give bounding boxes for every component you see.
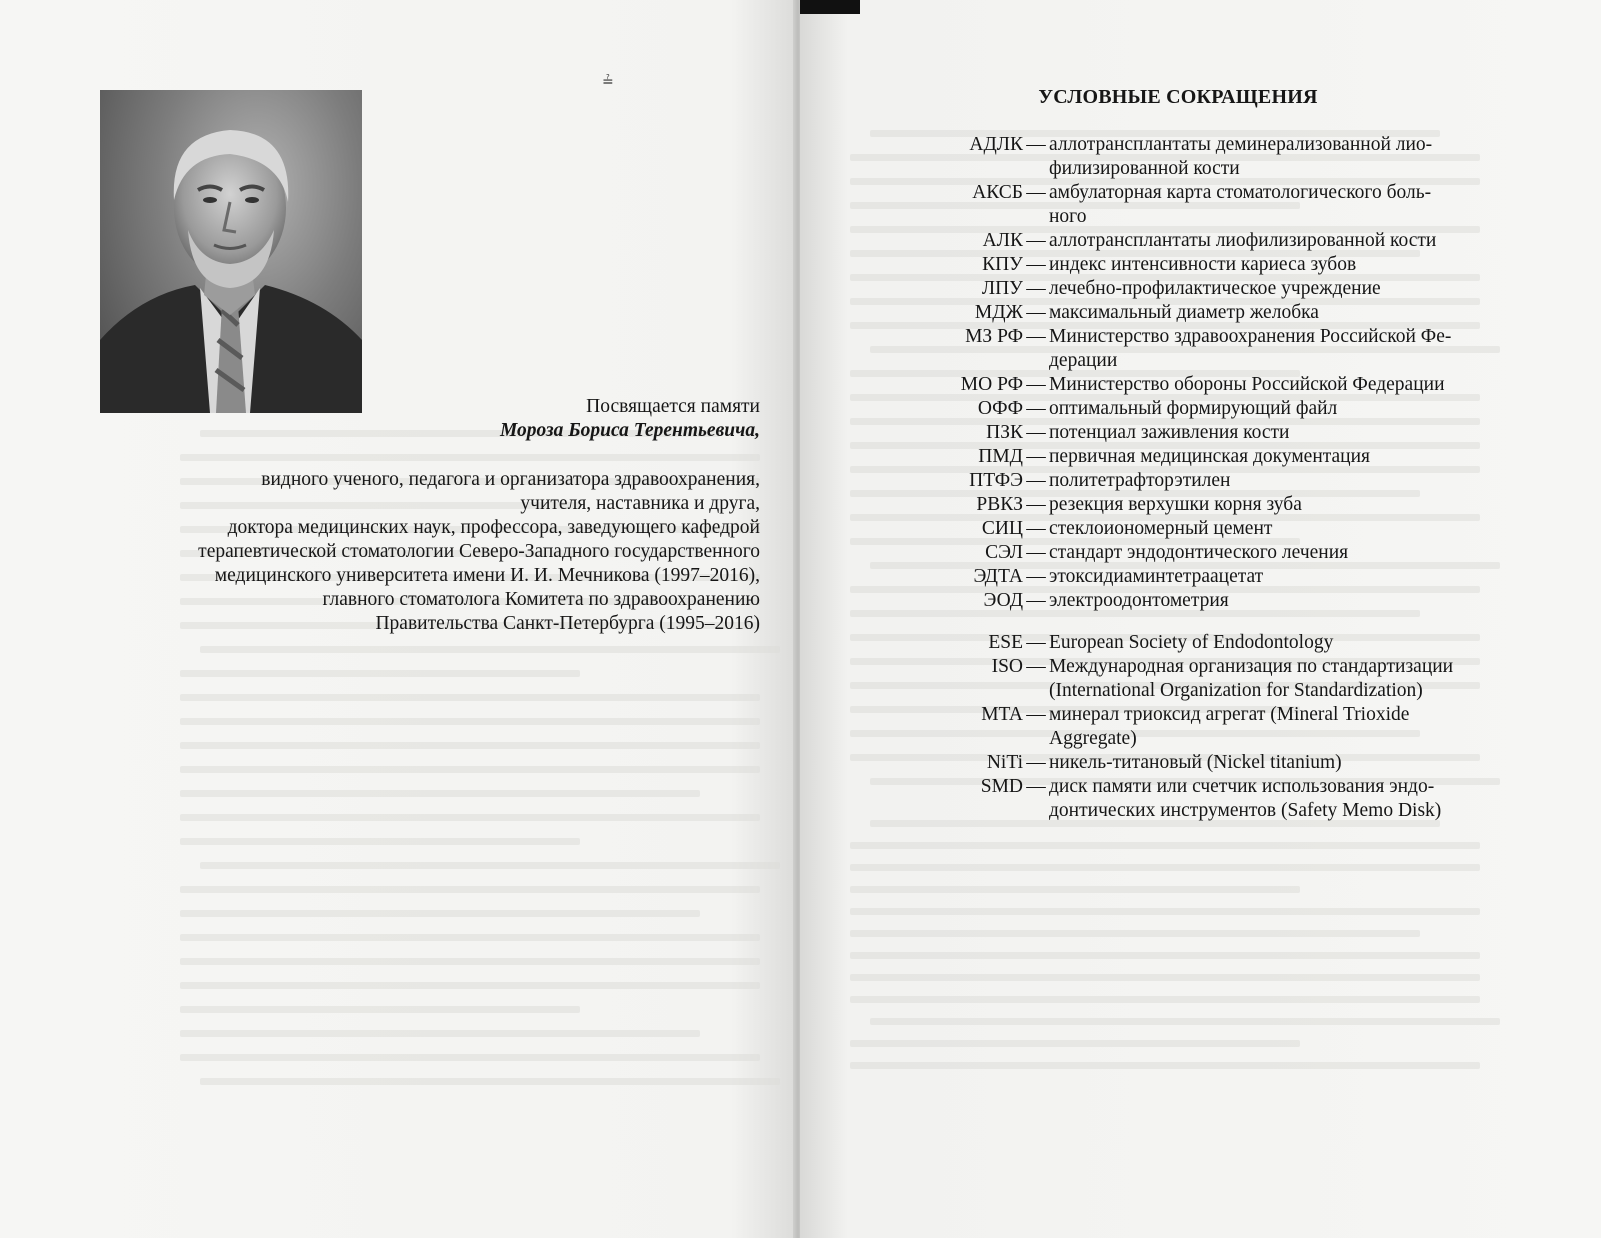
abbreviation-term: МО РФ: [960, 374, 1023, 395]
abbreviation-entry: [900, 631, 1520, 655]
abbreviation-dash: —: [1026, 182, 1046, 203]
dedication-lead: Посвящается памяти: [586, 396, 760, 417]
ghost-line: [850, 1040, 1300, 1047]
abbreviation-term: SMD: [980, 776, 1023, 797]
abbreviation-term: СИЦ: [981, 518, 1023, 539]
ghost-line: [180, 670, 580, 677]
abbreviation-dash: —: [1026, 398, 1046, 419]
abbreviation-definition: [1049, 655, 1499, 703]
dedication-line: медицинского университета имени И. И. Мечникова (1997–2016),: [214, 565, 760, 586]
abbreviation-definition: [1049, 397, 1499, 421]
abbreviation-term: ПМД: [978, 446, 1023, 467]
abbreviation-entry: [900, 541, 1520, 565]
ghost-line: [180, 718, 760, 725]
ghost-line: [180, 454, 760, 461]
definition-line: оптимальный формирующий файл: [1049, 398, 1338, 419]
ghost-line: [180, 910, 700, 917]
abbreviation-dash: —: [1026, 518, 1046, 539]
abbreviation-term: МЗ РФ: [965, 326, 1023, 347]
definition-line: дерации: [1049, 350, 1118, 371]
abbreviation-definition: [1049, 253, 1499, 277]
abbreviation-dash: —: [1026, 632, 1046, 653]
abbreviations-title: УСЛОВНЫЕ СОКРАЩЕНИЯ: [1038, 86, 1318, 108]
abbreviation-dash: —: [1026, 230, 1046, 251]
definition-line: (International Organization for Standardization): [1049, 680, 1423, 701]
definition-line: стандарт эндодонтического лечения: [1049, 542, 1349, 563]
definition-line: амбулаторная карта стоматологического боль-: [1049, 182, 1432, 203]
abbreviation-term: КПУ: [982, 254, 1023, 275]
abbreviation-dash: —: [1026, 776, 1046, 797]
ghost-line: [850, 952, 1480, 959]
abbreviation-dash: —: [1026, 566, 1046, 587]
dedication-line: главного стоматолога Комитета по здравоохранению: [322, 589, 760, 610]
abbreviation-dash: —: [1026, 752, 1046, 773]
abbreviation-dash: —: [1026, 134, 1046, 155]
ghost-line: [850, 974, 1480, 981]
abbreviation-entry: [900, 421, 1520, 445]
dedication-body: [100, 468, 760, 636]
definition-line: резекция верхушки корня зуба: [1049, 494, 1302, 515]
abbreviation-dash: —: [1026, 590, 1046, 611]
abbreviation-definition: [1049, 493, 1499, 517]
abbreviation-term: ISO: [991, 656, 1023, 677]
abbreviation-term: АДЛК: [969, 134, 1023, 155]
definition-line: потенциал заживления кости: [1049, 422, 1290, 443]
abbreviation-definition: [1049, 703, 1499, 751]
definition-line: Министерство обороны Российской Федерации: [1049, 374, 1445, 395]
ghost-line: [850, 908, 1480, 915]
abbreviation-definition: [1049, 541, 1499, 565]
abbreviation-definition: [1049, 751, 1499, 775]
definition-line: ного: [1049, 206, 1087, 227]
definition-line: Министерство здравоохранения Российской Фе-: [1049, 326, 1452, 347]
abbreviation-entry: [900, 301, 1520, 325]
ghost-line: [200, 1078, 780, 1085]
abbreviation-dash: —: [1026, 446, 1046, 467]
abbreviation-dash: —: [1026, 278, 1046, 299]
abbreviation-term: ПЗК: [986, 422, 1023, 443]
abbreviation-term: NiTi: [986, 752, 1023, 773]
ghost-line: [180, 982, 760, 989]
dedication-line: терапевтической стоматологии Северо-Западного государственного: [198, 541, 760, 562]
abbreviation-term: MTA: [981, 704, 1023, 725]
definition-line: максимальный диаметр желобка: [1049, 302, 1319, 323]
definition-line: диск памяти или счетчик использования эндо-: [1049, 776, 1435, 797]
abbreviation-entry: [900, 751, 1520, 775]
ghost-line: [180, 886, 760, 893]
ghost-line: [850, 886, 1300, 893]
abbreviation-entry: [900, 493, 1520, 517]
portrait-photo: [100, 90, 362, 413]
abbreviation-dash: —: [1026, 470, 1046, 491]
definition-line: стеклоиономерный цемент: [1049, 518, 1273, 539]
abbreviations-list: [900, 133, 1520, 823]
definition-line: политетрафторэтилен: [1049, 470, 1231, 491]
ghost-line: [850, 1062, 1480, 1069]
abbreviation-definition: [1049, 589, 1499, 613]
ghost-line: [180, 934, 760, 941]
ghost-line: [850, 930, 1420, 937]
abbreviation-term: ЭДТА: [973, 566, 1023, 587]
abbreviation-dash: —: [1026, 374, 1046, 395]
left-page: [0, 0, 795, 1238]
abbreviation-entry: [900, 277, 1520, 301]
abbreviation-definition: [1049, 565, 1499, 589]
ghost-line: [180, 694, 760, 701]
abbreviation-term: ЛПУ: [981, 278, 1023, 299]
definition-line: филизированной кости: [1049, 158, 1240, 179]
definition-line: аллотрансплантаты лиофилизированной кости: [1049, 230, 1437, 251]
definition-line: аллотрансплантаты деминерализованной лио-: [1049, 134, 1433, 155]
abbreviation-entry: [900, 775, 1520, 823]
abbreviation-entry: [900, 469, 1520, 493]
definition-line: первичная медицинская документация: [1049, 446, 1371, 467]
dedication-name: Мороза Бориса Терентьевича,: [499, 420, 760, 441]
abbreviation-definition: [1049, 421, 1499, 445]
abbreviation-definition: [1049, 373, 1499, 397]
abbreviation-definition: [1049, 469, 1499, 493]
abbreviation-dash: —: [1026, 656, 1046, 677]
definition-line: никель-титановый (Nickel titanium): [1049, 752, 1342, 773]
scan-edge: [800, 0, 860, 14]
abbreviation-definition: [1049, 133, 1499, 181]
abbreviation-definition: [1049, 775, 1499, 823]
abbreviation-entry: [900, 133, 1520, 181]
abbreviation-definition: [1049, 445, 1499, 469]
ghost-line: [180, 742, 760, 749]
abbreviation-entry: [900, 445, 1520, 469]
abbreviation-term: ПТФЭ: [969, 470, 1023, 491]
dedication-line: доктора медицинских наук, профессора, заведующего кафедрой: [227, 517, 760, 538]
ghost-line: [850, 864, 1480, 871]
abbreviation-definition: [1049, 517, 1499, 541]
ghost-line: [180, 1006, 580, 1013]
ghost-line: [180, 814, 760, 821]
abbreviation-definition: [1049, 301, 1499, 325]
abbreviation-definition: [1049, 229, 1499, 253]
definition-line: European Society of Endodontology: [1049, 632, 1334, 653]
abbreviation-dash: —: [1026, 254, 1046, 275]
abbreviation-term: АКСБ: [972, 182, 1023, 203]
ghost-line: [200, 646, 780, 653]
ghost-line: [180, 958, 760, 965]
abbreviation-definition: [1049, 277, 1499, 301]
abbreviation-entry: [900, 325, 1520, 373]
page-marker-glyph: ≟: [602, 74, 614, 90]
abbreviation-entry: [900, 565, 1520, 589]
abbreviation-dash: —: [1026, 326, 1046, 347]
abbreviation-entry: [900, 181, 1520, 229]
abbreviation-term: СЭЛ: [985, 542, 1023, 563]
portrait-illustration: [100, 90, 362, 413]
abbreviation-definition: [1049, 631, 1499, 655]
dedication-line: учителя, наставника и друга,: [520, 493, 760, 514]
definition-line: Международная организация по стандартизации: [1049, 656, 1454, 677]
abbreviation-entry: [900, 229, 1520, 253]
abbreviation-term: ESE: [988, 632, 1023, 653]
abbreviation-dash: —: [1026, 494, 1046, 515]
abbreviation-entry: [900, 655, 1520, 703]
definition-line: индекс интенсивности кариеса зубов: [1049, 254, 1357, 275]
ghost-line: [180, 766, 760, 773]
ghost-line: [180, 838, 580, 845]
dedication-line: видного ученого, педагога и организатора здравоохранения,: [261, 469, 760, 490]
ghost-line: [850, 996, 1480, 1003]
abbreviation-definition: [1049, 181, 1499, 229]
abbreviation-entry: [900, 517, 1520, 541]
definition-line: донтических инструментов (Safety Memo Disk): [1049, 800, 1442, 821]
ghost-line: [180, 1030, 700, 1037]
ghost-line: [870, 1018, 1500, 1025]
definition-line: Aggregate): [1049, 728, 1137, 749]
abbreviation-term: АЛК: [982, 230, 1023, 251]
ghost-line: [200, 862, 780, 869]
abbreviation-entry: [900, 373, 1520, 397]
definition-line: электроодонтометрия: [1049, 590, 1229, 611]
abbreviation-entry: [900, 397, 1520, 421]
ghost-line: [850, 842, 1480, 849]
abbreviation-entry: [900, 589, 1520, 613]
abbreviation-entry: [900, 703, 1520, 751]
group-spacer: [900, 613, 1520, 631]
abbreviation-dash: —: [1026, 542, 1046, 563]
abbreviation-definition: [1049, 325, 1499, 373]
definition-line: минерал триоксид агрегат (Mineral Trioxide: [1049, 704, 1410, 725]
abbreviation-term: ОФФ: [977, 398, 1023, 419]
abbreviation-term: МДЖ: [974, 302, 1023, 323]
ghost-line: [180, 1054, 760, 1061]
abbreviation-dash: —: [1026, 302, 1046, 323]
abbreviation-term: РВКЗ: [976, 494, 1023, 515]
abbreviation-dash: —: [1026, 422, 1046, 443]
abbreviation-term: ЭОД: [983, 590, 1023, 611]
ghost-line: [180, 790, 700, 797]
dedication-line: Правительства Санкт-Петербурга (1995–2016): [375, 613, 760, 634]
abbreviation-dash: —: [1026, 704, 1046, 725]
definition-line: лечебно-профилактическое учреждение: [1049, 278, 1381, 299]
definition-line: этоксидиаминтетраацетат: [1049, 566, 1264, 587]
abbreviation-entry: [900, 253, 1520, 277]
